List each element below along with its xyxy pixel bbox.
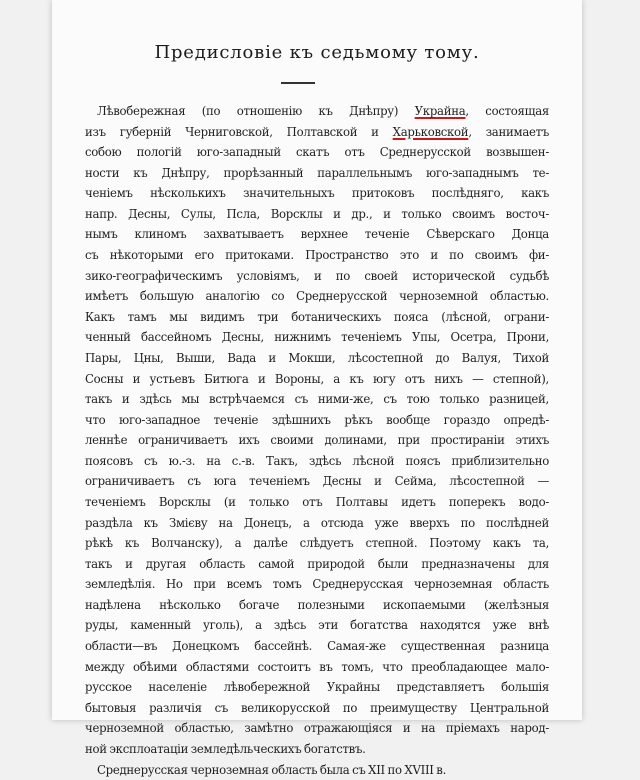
underlined-word: Харьковской (393, 125, 469, 139)
page-title: Предисловіе къ седьмому тому. (52, 42, 582, 63)
text-segment: напр. Десны, Сулы, Псла, Ворсклы и др., и только своимъ восточ- (85, 207, 549, 221)
text-segment: такъ и здѣсь мы встрѣчаемся съ ними-же, съ тою только разницей, (85, 392, 549, 406)
text-line (85, 636, 549, 657)
text-segment: черноземной областью, замѣтно отражающіяся и на пріемахъ народ- (85, 721, 549, 735)
title-divider (281, 82, 315, 84)
text-line (85, 286, 549, 307)
text-line (85, 307, 549, 328)
text-line (85, 183, 549, 204)
text-line (85, 471, 549, 492)
text-line (85, 739, 549, 760)
text-segment: ченіемъ нѣсколькихъ значительныхъ притоковъ послѣдняго, какъ (85, 186, 549, 200)
text-line (85, 677, 549, 698)
text-line (85, 204, 549, 225)
text-line (85, 718, 549, 739)
document-body (85, 101, 549, 780)
text-segment: Пары, Цны, Выши, Вада и Мокши, лѣсостепной до Валуя, Тихой (85, 351, 549, 365)
text-line (85, 327, 549, 348)
text-line (85, 615, 549, 636)
text-segment: , занимаетъ (468, 125, 549, 139)
underlined-word: Украйна (415, 104, 466, 118)
text-line (85, 698, 549, 719)
text-segment: Сосны и устьевъ Битюга и Вороны, а къ югу отъ нихъ — степной), (85, 372, 549, 386)
text-line (85, 760, 549, 780)
text-segment: области—въ Донецкомъ бассейнѣ. Самая-же существенная разница (85, 639, 549, 653)
text-line (85, 595, 549, 616)
text-line (85, 224, 549, 245)
text-line (85, 554, 549, 575)
text-line (85, 451, 549, 472)
text-segment: русское населеніе лѣвобережной Украйны представляетъ большія (85, 680, 549, 694)
text-line (85, 101, 549, 122)
text-segment: ной эксплоатаціи земледѣльческихъ богатствъ. (85, 742, 366, 756)
text-line (85, 122, 549, 143)
text-line (85, 574, 549, 595)
text-segment: зико-географическимъ условіямъ, и по своей исторической судьбѣ (85, 269, 549, 283)
text-line (85, 657, 549, 678)
text-line (85, 492, 549, 513)
text-line (85, 389, 549, 410)
text-segment: собою пологій юго-западный скатъ отъ Среднерусской возвышен- (85, 145, 549, 159)
text-line (85, 266, 549, 287)
text-line (85, 430, 549, 451)
text-segment: земледѣлія. Но при всемъ томъ Среднерусская черноземная область (85, 577, 549, 591)
text-line (85, 513, 549, 534)
text-line (85, 142, 549, 163)
text-segment: съ нѣкоторыми его притоками. Пространство это и по своимъ фи- (85, 248, 549, 262)
text-line (85, 348, 549, 369)
text-segment: Среднерусская черноземная область была съ XII по XVIII в. (97, 763, 446, 777)
text-line (85, 369, 549, 390)
text-line (85, 163, 549, 184)
text-segment: ограничиваетъ съ югa теченіемъ Десны и Сейма, лѣсостепной — (85, 474, 549, 488)
text-segment: бытовыя различія съ великорусской по преимуществу Центральной (85, 701, 549, 715)
text-segment: руды, каменный уголь), а здѣсь эти богатства находятся уже внѣ (85, 618, 549, 632)
text-segment: теченіемъ Ворсклы (и только отъ Полтавы идетъ поперекъ водо- (85, 495, 549, 509)
text-segment: , состоящая (465, 104, 549, 118)
text-segment: имѣетъ большую аналогію со Среднерусской черноземной областью. (85, 289, 549, 303)
text-segment: раздѣла къ Змієву на Донецъ, а отсюда уже вверхъ по послѣдней (85, 516, 549, 530)
text-segment: между обѣими областями состоитъ въ томъ, что преобладающее мало- (85, 660, 549, 674)
text-segment: леннѣе ограничиваетъ ихъ своими долинами, при простираніи этихъ (85, 433, 549, 447)
text-segment: ности къ Днѣпру, прорѣзанный параллельнымъ юго-западнымъ те- (85, 166, 549, 180)
text-segment: надѣлена нѣсколько богаче полезными ископаемыми (желѣзныя (85, 598, 549, 612)
text-segment: поясовъ съ ю.-з. на с.-в. Такъ, здѣсь лѣсной поясъ приблизительно (85, 454, 549, 468)
text-line (85, 533, 549, 554)
text-line (85, 410, 549, 431)
text-line (85, 245, 549, 266)
text-segment: Лѣвобережная (по отношенію къ Днѣпру) (97, 104, 415, 118)
text-segment: Какъ тамъ мы видимъ три ботаническихъ пояса (лѣсной, ограни- (85, 310, 549, 324)
text-segment: нымъ клиномъ захватываетъ верхнее теченіе Сѣверскаго Донца (85, 227, 549, 241)
text-segment: изъ губерній Черниговской, Полтавской и (85, 125, 393, 139)
text-segment: рѣкѣ къ Волчанску), а далѣе слѣдуетъ степной. Поэтому какъ та, (85, 536, 549, 550)
text-segment: что юго-западное теченіе здѣшнихъ рѣкъ вообще гораздо опредѣ- (85, 413, 549, 427)
text-segment: такъ и другая область самой природой были предназначены для (85, 557, 549, 571)
text-segment: ченный бассейномъ Десны, нижнимъ теченіемъ Упы, Осетра, Прони, (85, 330, 549, 344)
document-page (52, 0, 582, 720)
